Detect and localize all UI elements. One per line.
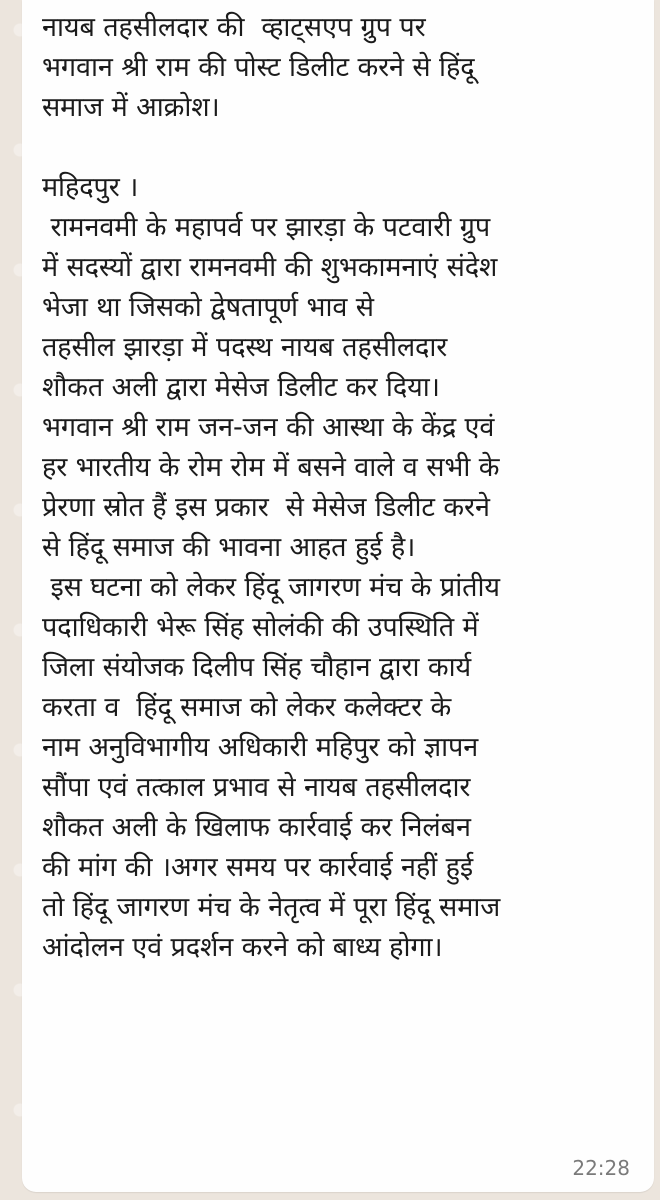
- message-line: शौकत अली द्वारा मेसेज डिलीट कर दिया।: [42, 372, 440, 403]
- message-line: की मांग की ।अगर समय पर कार्रवाई नहीं हुई: [42, 852, 474, 883]
- message-line: तहसील झारड़ा में पदस्थ नायब तहसीलदार: [42, 332, 448, 363]
- message-line: नायब तहसीलदार की व्हाट्सएप ग्रुप पर: [42, 12, 426, 43]
- message-line: करता व हिंदू समाज को लेकर कलेक्टर के: [42, 692, 452, 723]
- message-line: तो हिंदू जागरण मंच के नेतृत्व में पूरा हिंदू समाज: [42, 892, 501, 923]
- message-line: महिदपुर ।: [42, 172, 139, 203]
- message-line: में सदस्यों द्वारा रामनवमी की शुभकामनाएं संदेश: [42, 252, 498, 283]
- message-line: रामनवमी के महापर्व पर झारड़ा के पटवारी ग्रुप: [42, 212, 491, 243]
- message-line: भगवान श्री राम जन-जन की आस्था के केंद्र एवं: [42, 412, 495, 443]
- message-line: भगवान श्री राम की पोस्ट डिलीट करने से हिंदू: [42, 52, 475, 83]
- message-line: शौकत अली के खिलाफ कार्रवाई कर निलंबन: [42, 812, 471, 843]
- message-line: पदाधिकारी भेरू सिंह सोलंकी की उपस्थिति में: [42, 612, 479, 643]
- message-line: आंदोलन एवं प्रदर्शन करने को बाध्य होगा।: [42, 932, 443, 963]
- message-line: हर भारतीय के रोम रोम में बसने वाले व सभी के: [42, 452, 500, 483]
- message-line: इस घटना को लेकर हिंदू जागरण मंच के प्रांतीय: [42, 572, 500, 603]
- message-timestamp: 22:28: [572, 1156, 630, 1180]
- message-line: जिला संयोजक दिलीप सिंह चौहान द्वारा कार्य: [42, 652, 472, 683]
- message-line: प्रेरणा स्रोत हैं इस प्रकार से मेसेज डिलीट करने: [42, 492, 490, 523]
- message-bubble[interactable]: [22, 0, 654, 1192]
- message-text: [42, 8, 644, 968]
- message-line: भेजा था जिसको द्वेषतापूर्ण भाव से: [42, 292, 374, 323]
- message-line: नाम अनुविभागीय अधिकारी महिपुर को ज्ञापन: [42, 732, 479, 763]
- message-line: समाज में आक्रोश।: [42, 92, 220, 123]
- message-blank-line: [42, 128, 644, 168]
- message-line: से हिंदू समाज की भावना आहत हुई है।: [42, 532, 416, 563]
- message-line: सौंपा एवं तत्काल प्रभाव से नायब तहसीलदार: [42, 772, 471, 803]
